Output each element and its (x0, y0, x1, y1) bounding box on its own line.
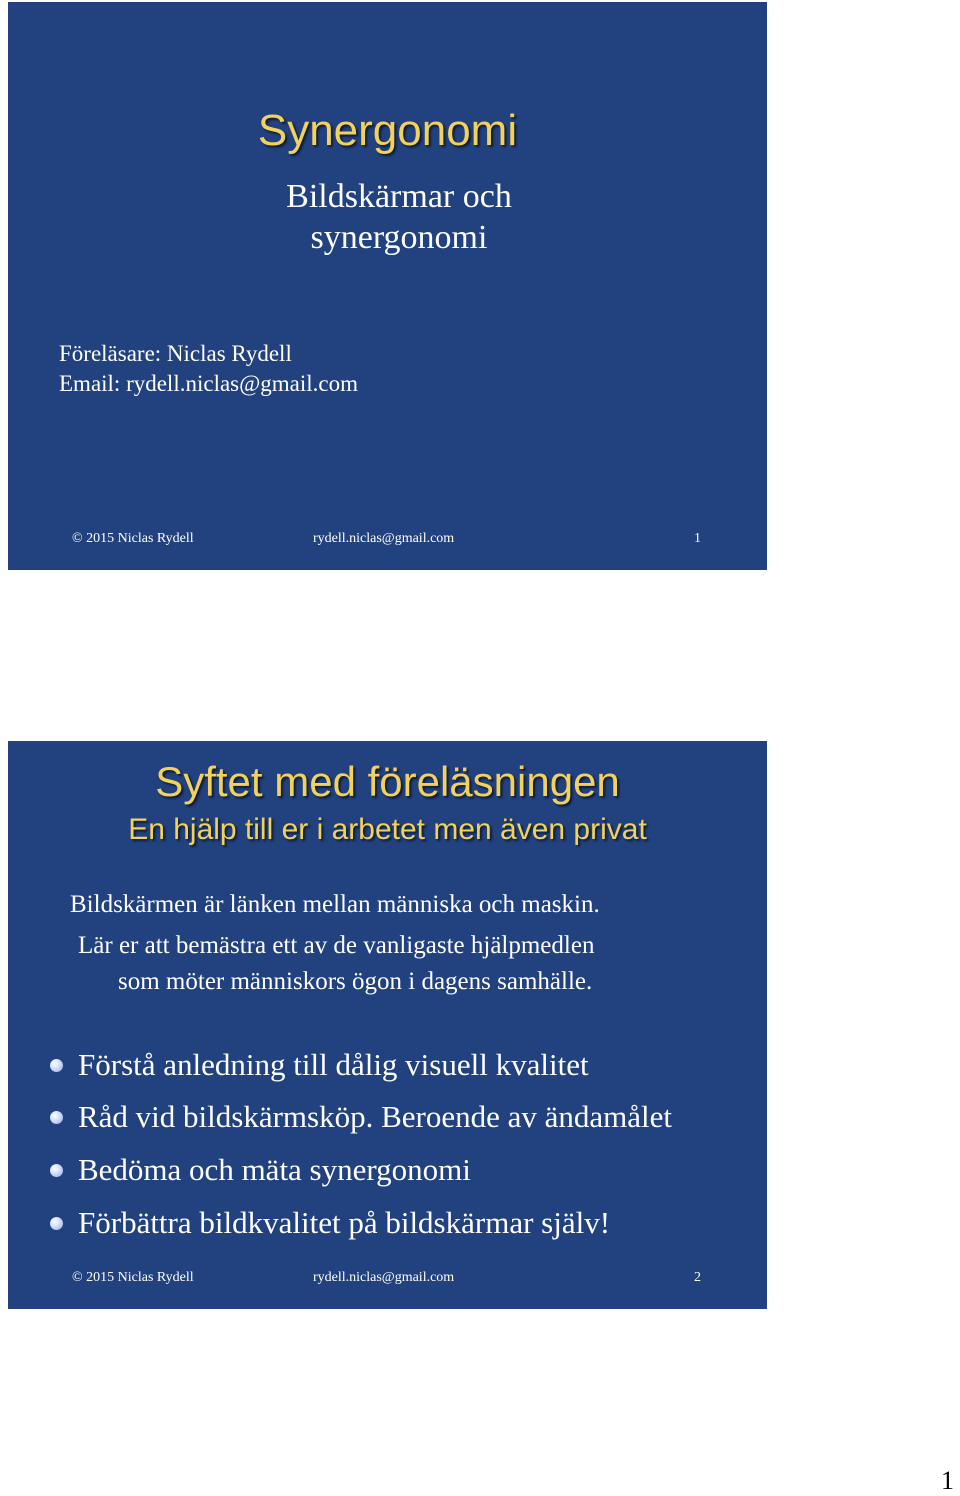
bullet-icon (50, 1164, 63, 1177)
bullet-text: Råd vid bildskärmsköp. Beroende av ändamålet (78, 1099, 673, 1134)
slide-2 (8, 741, 767, 1309)
slide-1 (8, 2, 767, 570)
footer-slide-number: 1 (694, 531, 701, 546)
intro-line-1: Bildskärmen är länken mellan människa och maskin. (70, 891, 600, 918)
bullet-item (50, 1152, 471, 1188)
email-text: Email: rydell.niclas@gmail.com (59, 371, 359, 396)
slide-title: Synergonomi (257, 106, 518, 155)
intro-line-3: som möter människors ögon i dagens samhälle. (118, 968, 593, 995)
bullet-icon (50, 1111, 63, 1124)
footer-slide-number: 2 (694, 1270, 701, 1285)
intro-line-2: Lär er att bemästra ett av de vanligaste hjälpmedlen (78, 932, 595, 959)
bullet-item (50, 1205, 610, 1241)
slide-subtitle-line-1: Bildskärmar och (286, 178, 512, 215)
slide-footer (8, 1270, 767, 1290)
bullet-item (50, 1047, 589, 1083)
page-number: 1 (941, 1466, 954, 1495)
lecturer-text: Föreläsare: Niclas Rydell (59, 341, 292, 366)
bullet-text: Förbättra bildkvalitet på bildskärmar själv! (78, 1205, 611, 1240)
bullet-text: Bedöma och mäta synergonomi (78, 1152, 471, 1187)
slide-subtitle-line-2: synergonomi (310, 219, 488, 256)
bullet-icon (50, 1059, 63, 1072)
slide-title: Syftet med föreläsningen (155, 758, 620, 805)
footer-email: rydell.niclas@gmail.com (313, 531, 455, 546)
bullet-item (50, 1099, 672, 1135)
footer-copyright: © 2015 Niclas Rydell (72, 531, 194, 546)
slide-footer (8, 531, 767, 551)
bullet-icon (50, 1217, 63, 1230)
bullet-text: Förstå anledning till dålig visuell kvalitet (78, 1047, 589, 1082)
footer-copyright: © 2015 Niclas Rydell (72, 1270, 194, 1285)
footer-email: rydell.niclas@gmail.com (313, 1270, 455, 1285)
slide-subtitle: En hjälp till er i arbetet men även privat (128, 813, 647, 846)
